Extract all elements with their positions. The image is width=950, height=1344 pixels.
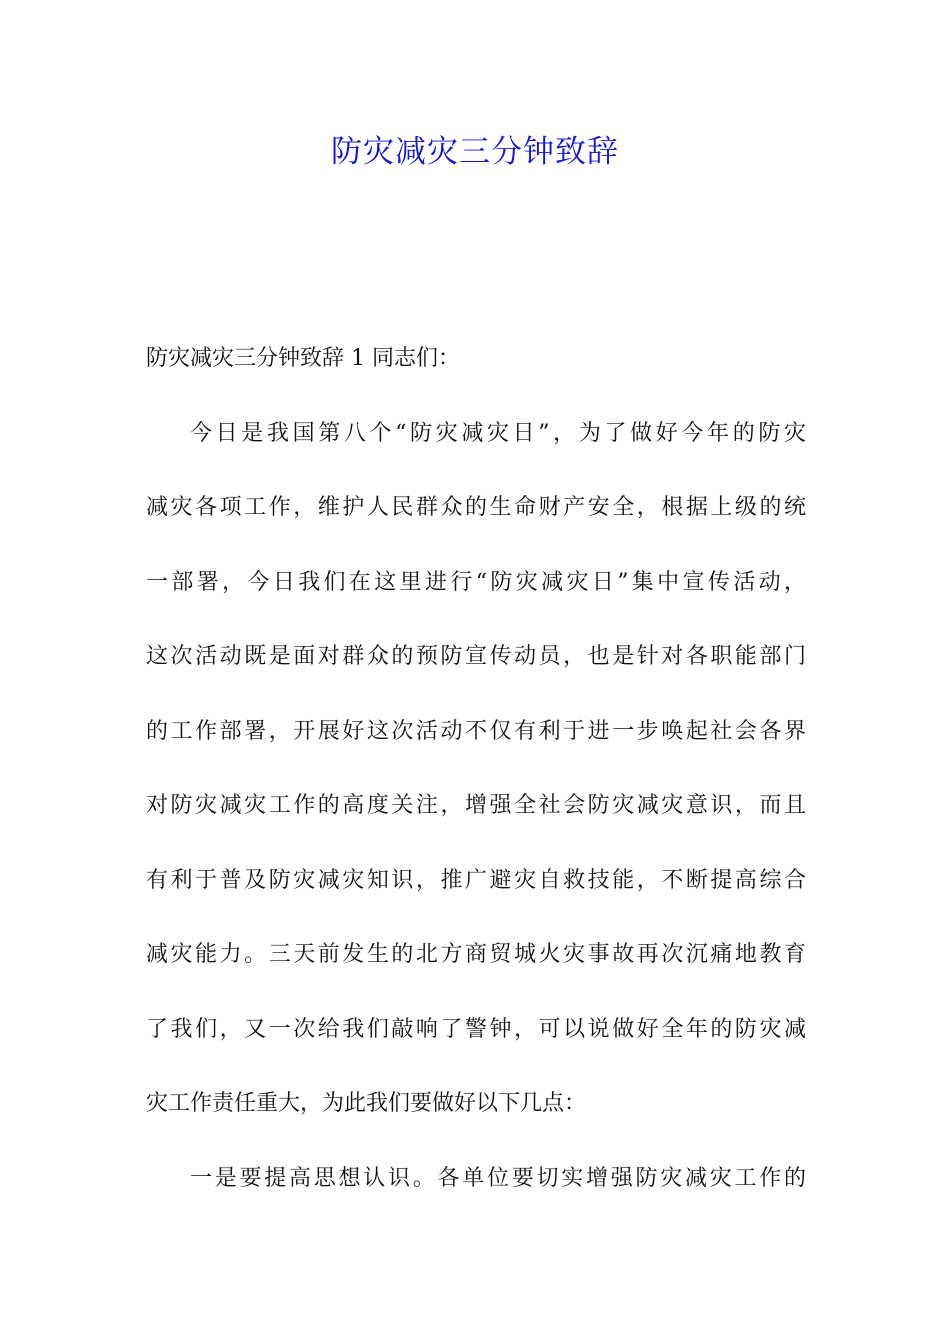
paragraph-line: 有利于普及防灾减灾知识，推广避灾自救技能，不断提高综合: [146, 867, 806, 893]
paragraph-line: 今日是我国第八个“防灾减灾日”，为了做好今年的防灾: [190, 420, 806, 446]
paragraph-line: 灾工作责任重大，为此我们要做好以下几点：: [146, 1091, 587, 1116]
paragraph-line: 的工作部署，开展好这次活动不仅有利于进一步唤起社会各界: [146, 718, 806, 744]
paragraph-line: 一是要提高思想认识。各单位要切实增强防灾减灾工作的: [190, 1165, 806, 1191]
salutation-line: 防灾减灾三分钟致辞 1 同志们：: [146, 346, 460, 371]
paragraph-line: 一部署，今日我们在这里进行“防灾减灾日”集中宣传活动，: [146, 569, 806, 595]
document-title: 防灾减灾三分钟致辞: [331, 134, 619, 170]
paragraph-line: 了我们，又一次给我们敲响了警钟，可以说做好全年的防灾减: [146, 1016, 806, 1042]
paragraph-line: 这次活动既是面对群众的预防宣传动员，也是针对各职能部门: [146, 644, 806, 669]
paragraph-line: 减灾各项工作，维护人民群众的生命财产安全，根据上级的统: [146, 495, 806, 520]
paragraph-line: 对防灾减灾工作的高度关注，增强全社会防灾减灾意识，而且: [146, 793, 806, 818]
document-body: [146, 340, 806, 1198]
paragraph-line: 减灾能力。三天前发生的北方商贸城火灾事故再次沉痛地教育: [146, 942, 806, 967]
